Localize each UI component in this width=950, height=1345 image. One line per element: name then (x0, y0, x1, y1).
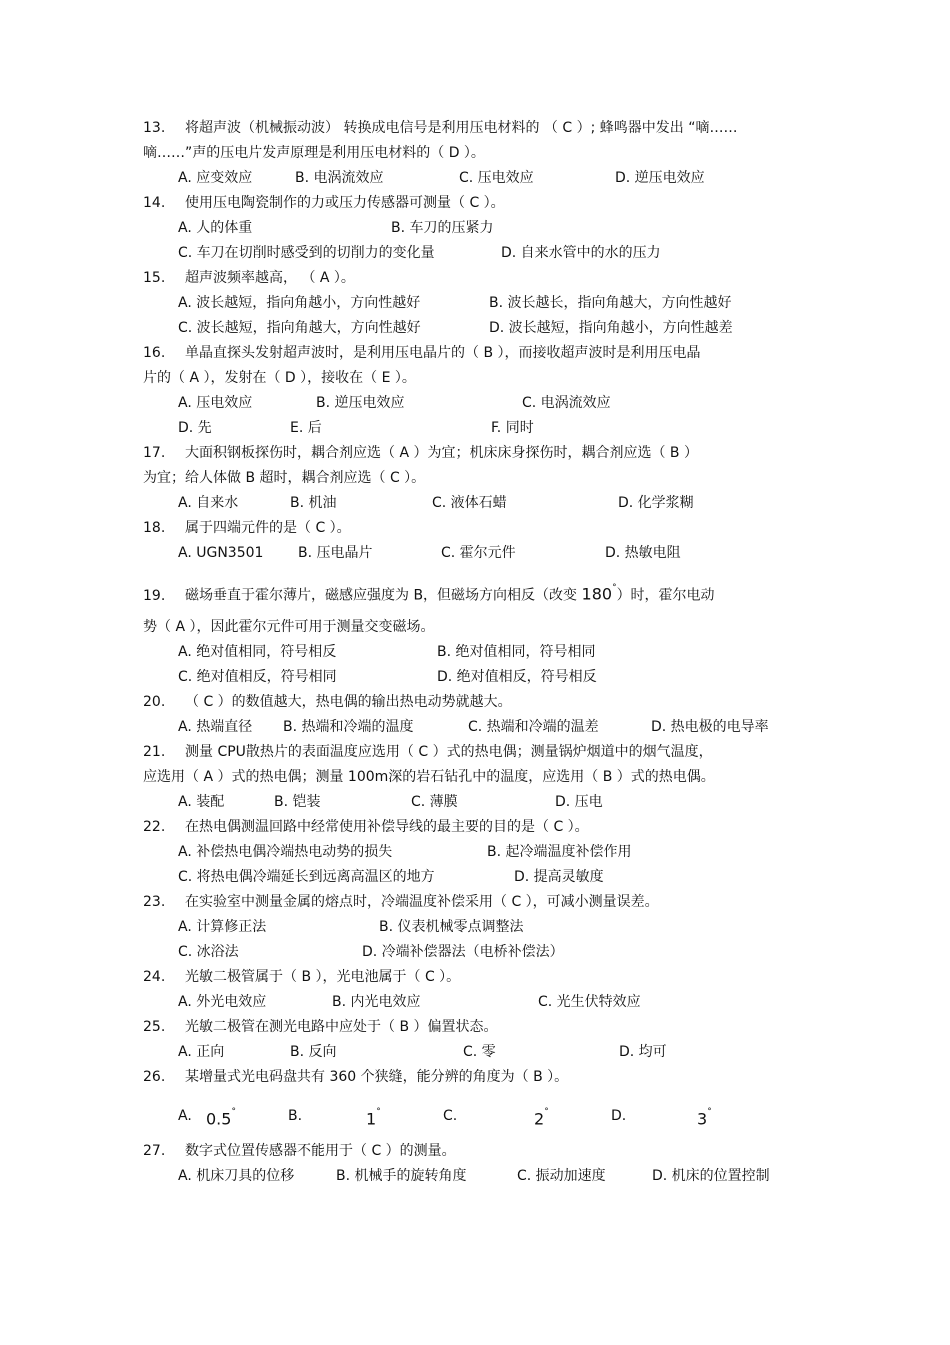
question-text: 属于四端元件的是（ C ）。 (185, 520, 351, 536)
option: A. (178, 1108, 192, 1124)
question-13 (143, 116, 803, 141)
question-text: 将超声波（机械振动波） 转换成电信号是利用压电材料的 （ C ）; 蜂鸣器中发出 “嘀…… (185, 120, 738, 136)
option-value: 1° (366, 1107, 381, 1129)
option: A. 自来水 (178, 495, 239, 511)
option: D. 波长越短，指向角越小，方向性越差 (489, 320, 733, 336)
question-14 (143, 191, 803, 216)
question-number: 26. (143, 1069, 166, 1085)
question-text: 测量 CPU散热片的表面温度应选用（ C ）式的热电偶；测量锅炉烟道中的烟气温度， (185, 744, 713, 760)
option: D. 均可 (619, 1044, 667, 1060)
question-20 (143, 690, 803, 715)
question-number: 22. (143, 819, 166, 835)
option: C. 液体石蜡 (432, 495, 507, 511)
option: B. 绝对值相同，符号相同 (437, 644, 596, 660)
question-number: 23. (143, 894, 166, 910)
option: B. (288, 1108, 303, 1124)
option: A. 绝对值相同，符号相反 (178, 644, 337, 660)
question-text: （ C ）的数值越大，热电偶的输出热电动势就越大。 (185, 694, 512, 710)
option: D. 先 (178, 420, 212, 436)
option: B. 内光电效应 (332, 994, 421, 1010)
question-number: 13. (143, 120, 166, 136)
option: B. 反向 (290, 1044, 337, 1060)
option: D. 冷端补偿器法（电桥补偿法） (362, 944, 564, 960)
question-19-continuation: 势（ A ），因此霍尔元件可用于测量交变磁场。 (143, 619, 435, 635)
option: D. 自来水管中的水的压力 (501, 245, 661, 261)
option: B. 热端和冷端的温度 (283, 719, 414, 735)
option: C. 车刀在切削时感受到的切削力的变化量 (178, 245, 435, 261)
option: A. 机床刀具的位移 (178, 1168, 295, 1184)
option: B. 铠装 (274, 794, 321, 810)
option: E. 后 (290, 420, 322, 436)
option: B. 仪表机械零点调整法 (379, 919, 524, 935)
option: D. (611, 1108, 627, 1124)
question-24 (143, 965, 803, 990)
question-text: 大面积钢板探伤时，耦合剂应选（ A ）为宜；机床床身探伤时，耦合剂应选（ B ） (185, 445, 698, 461)
option: C. (443, 1108, 458, 1124)
option: D. 机床的位置控制 (652, 1168, 770, 1184)
option: B. 波长越长，指向角越大，方向性越好 (489, 295, 732, 311)
option: C. 光生伏特效应 (538, 994, 641, 1010)
option: B. 逆压电效应 (316, 395, 405, 411)
option: D. 压电 (555, 794, 603, 810)
option: D. 化学浆糊 (618, 495, 694, 511)
question-18 (143, 516, 803, 541)
option-value: 2° (534, 1107, 549, 1129)
question-number: 14. (143, 195, 166, 211)
question-16 (143, 341, 803, 366)
question-number: 18. (143, 520, 166, 536)
option: A. 波长越短，指向角越小，方向性越好 (178, 295, 421, 311)
question-text: 数字式位置传感器不能用于（ C ）的测量。 (185, 1143, 456, 1159)
question-number: 27. (143, 1143, 166, 1159)
option: C. 薄膜 (411, 794, 458, 810)
option-value: 3° (697, 1107, 712, 1129)
question-17-continuation: 为宜；给人体做 B 超时，耦合剂应选（ C ）。 (143, 470, 426, 486)
question-16-continuation: 片的（ A ），发射在（ D ），接收在（ E ）。 (143, 370, 416, 386)
question-number: 24. (143, 969, 166, 985)
question-15 (143, 266, 803, 291)
question-text: 使用压电陶瓷制作的力或压力传感器可测量（ C ）。 (185, 195, 505, 211)
question-number: 16. (143, 345, 166, 361)
option: A. 压电效应 (178, 395, 253, 411)
question-13-continuation: 嘀……”声的压电片发声原理是利用压电材料的（ D ）。 (143, 145, 485, 161)
option: A. 外光电效应 (178, 994, 267, 1010)
option: C. 霍尔元件 (441, 545, 516, 561)
question-number: 20. (143, 694, 166, 710)
question-text: 磁场垂直于霍尔薄片，磁感应强度为 B，但磁场方向相反（改变 (185, 587, 578, 604)
option: A. 正向 (178, 1044, 225, 1060)
question-text: 超声波频率越高， （ A ）。 (185, 270, 355, 286)
question-text: 单晶直探头发射超声波时，是利用压电晶片的（ B ），而接收超声波时是利用压电晶 (185, 345, 701, 361)
question-25 (143, 1015, 803, 1040)
option: A. 计算修正法 (178, 919, 267, 935)
option: B. 起冷端温度补偿作用 (487, 844, 632, 860)
option: C. 冰浴法 (178, 944, 239, 960)
option: C. 热端和冷端的温差 (468, 719, 599, 735)
question-27 (143, 1139, 803, 1164)
option: C. 将热电偶冷端延长到远离高温区的地方 (178, 869, 435, 885)
option: D. 逆压电效应 (615, 170, 705, 186)
question-26 (143, 1065, 803, 1090)
option: D. 热敏电阻 (605, 545, 681, 561)
degree-symbol: ° (612, 583, 617, 593)
option: C. 波长越短，指向角越大，方向性越好 (178, 320, 421, 336)
option: C. 电涡流效应 (522, 395, 611, 411)
question-21-continuation: 应选用（ A ）式的热电偶；测量 100m深的岩石钻孔中的温度，应选用（ B ）式的热电偶。 (143, 769, 715, 785)
question-21 (143, 740, 803, 765)
question-text: 在实验室中测量金属的熔点时，冷端温度补偿采用（ C ），可减小测量误差。 (185, 894, 659, 910)
question-number: 21. (143, 744, 166, 760)
option: B. 机油 (290, 495, 337, 511)
option: C. 压电效应 (459, 170, 534, 186)
question-22 (143, 815, 803, 840)
option: B. 电涡流效应 (295, 170, 384, 186)
question-number: 19. (143, 587, 166, 604)
option: C. 绝对值相反，符号相同 (178, 669, 337, 685)
option: B. 机械手的旋转角度 (336, 1168, 467, 1184)
option: C. 零 (463, 1044, 496, 1060)
option: F. 同时 (491, 420, 534, 436)
question-19 (143, 580, 803, 609)
question-text: 光敏二极管属于（ B ），光电池属于（ C ）。 (185, 969, 461, 985)
question-17 (143, 441, 803, 466)
option: B. 车刀的压紧力 (391, 220, 494, 236)
option-value: 0.5° (206, 1107, 236, 1129)
option: A. 热端直径 (178, 719, 253, 735)
option: D. 绝对值相反，符号相反 (437, 669, 597, 685)
option: D. 热电极的电导率 (651, 719, 769, 735)
question-text-cont: ）时，霍尔电动 (616, 587, 715, 604)
option: D. 提高灵敏度 (514, 869, 604, 885)
option: A. 应变效应 (178, 170, 253, 186)
option: A. UGN3501 (178, 545, 264, 561)
option: C. 振动加速度 (517, 1168, 606, 1184)
option: B. 压电晶片 (298, 545, 373, 561)
question-text: 光敏二极管在测光电路中应处于（ B ）偏置状态。 (185, 1019, 498, 1035)
option: A. 补偿热电偶冷端热电动势的损失 (178, 844, 393, 860)
angle-value: 180 (581, 584, 613, 604)
option: A. 装配 (178, 794, 225, 810)
question-text: 在热电偶测温回路中经常使用补偿导线的最主要的目的是（ C ）。 (185, 819, 589, 835)
option: A. 人的体重 (178, 220, 253, 236)
question-23 (143, 890, 803, 915)
question-number: 25. (143, 1019, 166, 1035)
question-text: 某增量式光电码盘共有 360 个狭缝，能分辨的角度为（ B ）。 (185, 1069, 569, 1085)
question-number: 15. (143, 270, 166, 286)
question-number: 17. (143, 445, 166, 461)
